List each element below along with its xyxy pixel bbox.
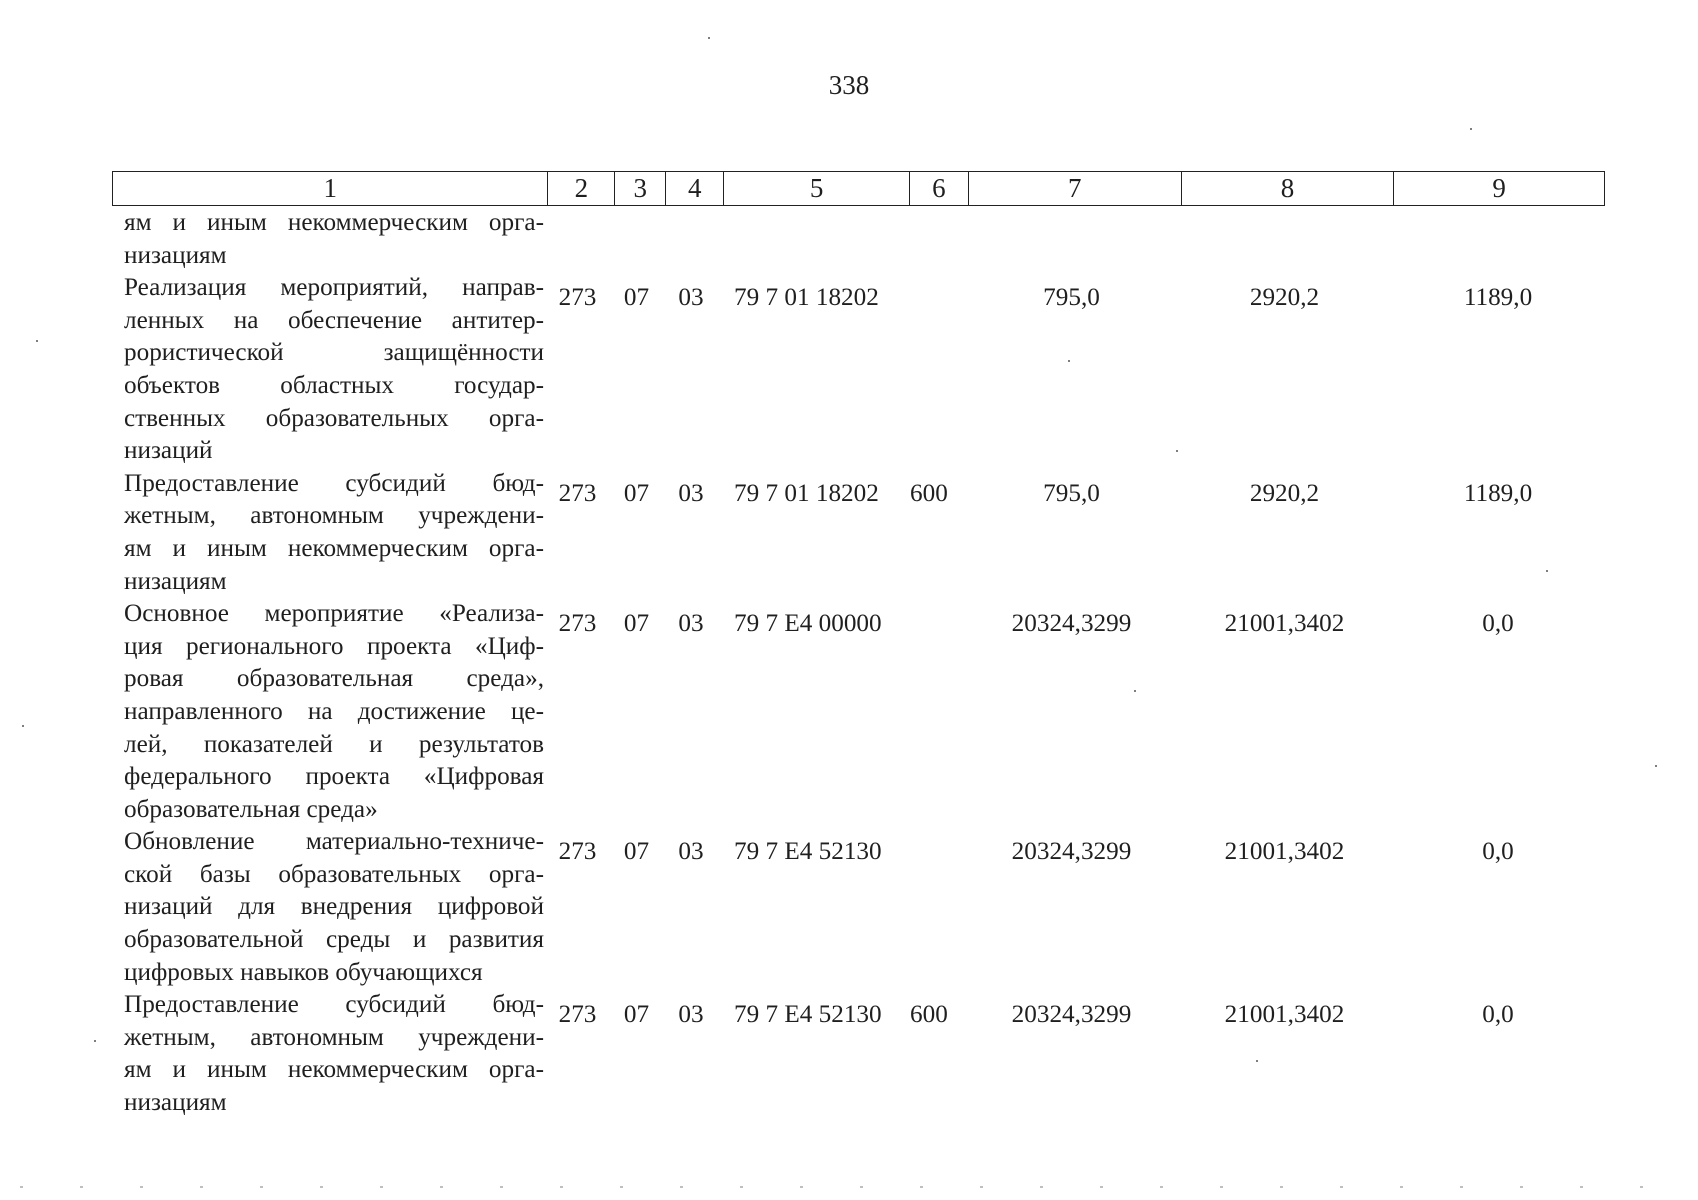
description-line: ям и иным некоммерческим орга-	[124, 209, 544, 236]
description-line: Предоставление субсидий бюд-	[124, 991, 544, 1019]
cell-col-8: 21001,3402	[1224, 1001, 1345, 1029]
description-line: низациям	[124, 567, 227, 595]
cell-col-6: 600	[910, 479, 948, 507]
cell-col-3: 07	[623, 479, 650, 507]
cell-col-5	[720, 207, 906, 217]
cell-col-4: 03	[678, 838, 704, 866]
row-description	[112, 826, 544, 989]
table-row	[112, 272, 1605, 468]
description-line: Обновление материально-техниче-	[124, 828, 544, 856]
cell-col-7: 795,0	[1043, 284, 1100, 312]
cell-col-4: 03	[678, 284, 704, 312]
cell-col-5: 79 7 E4 52130	[734, 838, 882, 866]
cell-col-4: 03	[678, 479, 704, 507]
cell-col-8	[1178, 207, 1391, 217]
scan-speck	[1134, 690, 1136, 692]
description-line: рористической защищённости	[124, 339, 544, 367]
cell-col-2: 273	[558, 610, 597, 638]
cell-col-6	[906, 826, 965, 836]
description-line: низаций для внедрения цифровой	[124, 893, 544, 921]
cell-col-5: 79 7 01 18202	[734, 479, 879, 507]
cell-col-8: 21001,3402	[1224, 610, 1345, 638]
cell-col-3: 07	[623, 610, 650, 638]
page-number: 338	[828, 70, 870, 100]
scan-edge-noise	[20, 1186, 1680, 1188]
description-line: ственных образовательных орга-	[124, 404, 544, 432]
scan-speck	[1256, 1060, 1258, 1062]
cell-col-3	[611, 207, 662, 217]
table-row	[112, 826, 1605, 989]
cell-col-8: 21001,3402	[1224, 838, 1345, 866]
description-line: Реализация мероприятий, направ-	[124, 274, 544, 302]
description-line: ция регионального проекта «Циф-	[124, 632, 544, 660]
row-description	[112, 207, 544, 272]
cell-col-7: 20324,3299	[1011, 1001, 1132, 1029]
table-header-row	[112, 171, 1605, 206]
cell-col-2	[544, 207, 611, 217]
cell-col-9: 0,0	[1482, 1001, 1514, 1029]
description-line: направленного на достижение це-	[124, 697, 544, 725]
description-line: образовательная среда»	[124, 795, 378, 823]
cell-col-7	[965, 207, 1178, 217]
header-cell-2: 2	[548, 172, 615, 205]
row-description	[112, 989, 544, 1119]
cell-col-9: 0,0	[1482, 838, 1514, 866]
description-line: Предоставление субсидий бюд-	[124, 469, 544, 497]
description-line: ской базы образовательных орга-	[124, 860, 544, 888]
description-line: ям и иным некоммерческим орга-	[124, 534, 544, 562]
cell-col-5: 79 7 01 18202	[734, 284, 879, 312]
cell-col-4	[662, 207, 720, 217]
table-row	[112, 207, 1605, 272]
header-cell-6: 6	[910, 172, 969, 205]
cell-col-6	[906, 272, 965, 282]
cell-col-9: 0,0	[1482, 610, 1514, 638]
description-line: федерального проекта «Цифровая	[124, 763, 544, 791]
row-description	[112, 468, 544, 598]
cell-col-9	[1391, 207, 1605, 217]
table-body	[112, 207, 1605, 1120]
scan-speck	[22, 725, 24, 727]
description-line: низациям	[124, 1089, 227, 1117]
header-cell-9: 9	[1492, 173, 1506, 203]
description-line: объектов областных государ-	[124, 371, 544, 399]
cell-col-7: 795,0	[1043, 479, 1100, 507]
cell-col-8: 2920,2	[1249, 479, 1320, 507]
scan-speck	[94, 1040, 96, 1042]
cell-col-3: 07	[623, 838, 650, 866]
scan-speck	[1176, 450, 1178, 452]
cell-col-2: 273	[558, 284, 597, 312]
cell-col-9: 1189,0	[1463, 284, 1533, 312]
row-description	[112, 598, 544, 826]
scan-speck	[708, 37, 710, 39]
description-line: цифровых навыков обучающихся	[124, 958, 483, 986]
cell-col-5: 79 7 E4 52130	[734, 1001, 882, 1029]
description-line: Основное мероприятие «Реализа-	[124, 600, 544, 628]
cell-col-6: 600	[910, 1001, 948, 1029]
header-cell-4: 4	[666, 172, 724, 205]
header-cell-5: 5	[724, 172, 910, 205]
header-cell-7: 7	[969, 172, 1182, 205]
cell-col-2: 273	[558, 1001, 597, 1029]
cell-col-8: 2920,2	[1249, 284, 1320, 312]
description-line: жетным, автономным учреждени-	[124, 502, 544, 530]
cell-col-6	[906, 207, 965, 217]
cell-col-5: 79 7 E4 00000	[734, 610, 882, 638]
scan-speck	[36, 340, 38, 342]
description-line: лей, показателей и результатов	[124, 730, 544, 758]
description-line: низациям	[124, 241, 227, 269]
cell-col-2: 273	[558, 838, 597, 866]
scan-speck	[1546, 570, 1548, 572]
table-row	[112, 989, 1605, 1119]
description-line: жетным, автономным учреждени-	[124, 1023, 544, 1051]
description-line: ям и иным некоммерческим орга-	[124, 1056, 544, 1084]
table-row	[112, 598, 1605, 826]
description-line: ровая образовательная среда»,	[124, 665, 544, 693]
description-line: низаций	[124, 437, 213, 465]
cell-col-2: 273	[558, 479, 597, 507]
header-cell-8: 8	[1182, 172, 1395, 205]
cell-col-7: 20324,3299	[1011, 838, 1132, 866]
cell-col-3: 07	[623, 1001, 650, 1029]
cell-col-4: 03	[678, 610, 704, 638]
description-line: ленных на обеспечение антитер-	[124, 306, 544, 334]
cell-col-7: 20324,3299	[1011, 610, 1132, 638]
cell-col-6	[906, 598, 965, 608]
scan-speck	[1068, 360, 1070, 362]
header-cell-3: 3	[615, 172, 666, 205]
scan-speck	[1655, 765, 1657, 767]
scan-speck	[1470, 128, 1472, 130]
cell-col-9: 1189,0	[1463, 479, 1533, 507]
description-line: образовательной среды и развития	[124, 926, 544, 954]
cell-col-4: 03	[678, 1001, 704, 1029]
row-description	[112, 272, 544, 468]
cell-col-3: 07	[623, 284, 650, 312]
table-row	[112, 468, 1605, 598]
header-cell-1: 1	[113, 172, 548, 205]
